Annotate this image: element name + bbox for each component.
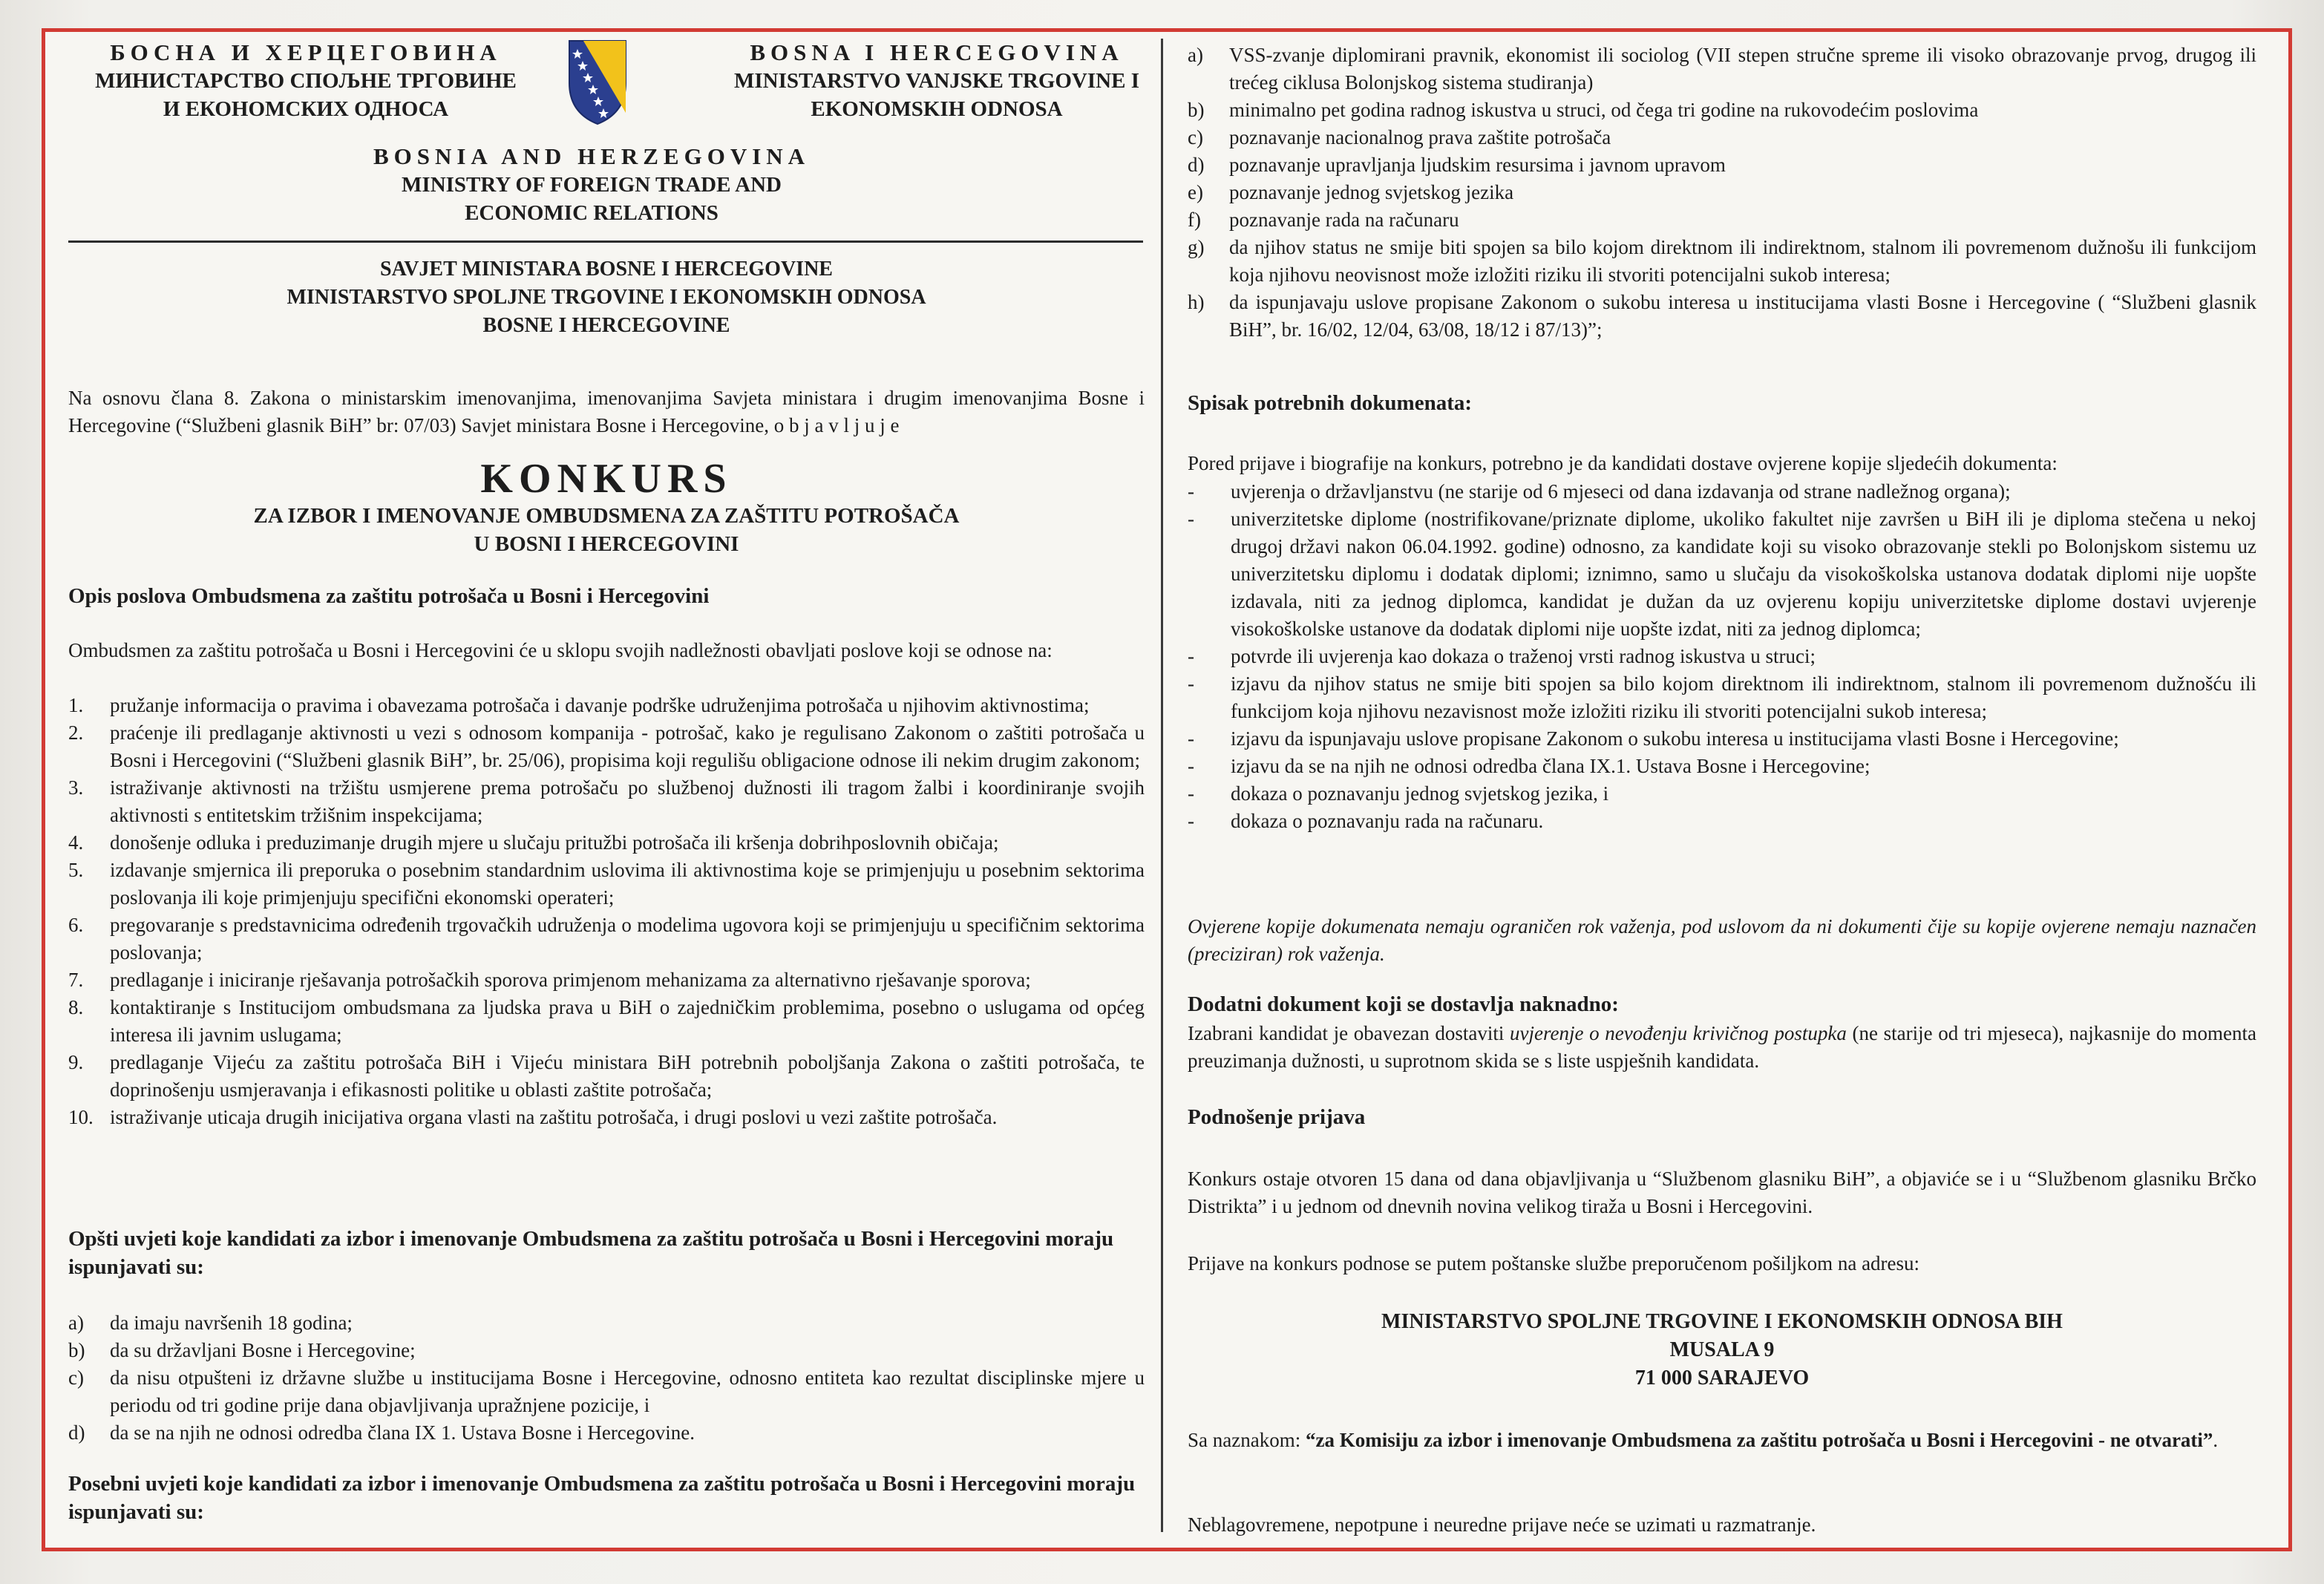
list-item-text: uvjerenja o državljanstvu (ne starije od 6 mjeseci od dana izdavanja od strane nadležnog organa); bbox=[1231, 480, 2011, 503]
list-item-text: kontaktiranje s Institucijom ombudsmana za ljudska prava u BiH o zajedničkim problemima, posebno o uslugama od općeg interesa ili javnim uslugama; bbox=[110, 996, 1145, 1046]
list-item bbox=[68, 719, 1145, 774]
list-item-text: izjavu da se na njih ne odnosi odredba člana IX.1. Ustava Bosne i Hercegovine; bbox=[1231, 755, 1870, 777]
list-item-text: donošenje odluka i preduzimanje drugih mjere u slučaju pritužbi potrošača ili kršenja dobrihposlovnih običaja; bbox=[110, 831, 999, 854]
list-item-text: pregovaranje s predstavnicima određenih trgovačkih udruženja o modelima ugovora koji se primjenjuju u specifičnim sektorima poslovanja; bbox=[110, 914, 1145, 963]
list-item-marker: 7. bbox=[68, 969, 84, 991]
konkurs-subtitle-line2: U BOSNI I HERCEGOVINI bbox=[474, 532, 739, 556]
list-item bbox=[1188, 289, 2256, 344]
list-item-text: dokaza o poznavanju rada na računaru. bbox=[1231, 810, 1544, 832]
list-item-marker: - bbox=[1188, 480, 1194, 503]
posebni-list bbox=[1188, 42, 2256, 344]
list-item bbox=[68, 912, 1145, 966]
dodatni-text-after: (ne starije od tri mjeseca), najkasnije do momenta preuzimanja dužnosti, u suprotnom skida se s liste uspješnih kandidata. bbox=[1188, 1022, 2257, 1072]
list-item-marker: c) bbox=[1188, 126, 1203, 148]
header-english bbox=[261, 143, 922, 227]
header-cyrillic-ministry-line2: И ЕКОНОМСКИХ ОДНОСА bbox=[163, 97, 449, 121]
podnosenje-paragraph1: Konkurs ostaje otvoren 15 dana od dana objavljivanja u “Službenom glasniku BiH”, a objaviće se i u “Službenom glasniku Brčko Distrikta” i u jednom od dnevnih novina velikog tiraža u Bosni i Hercegovini. bbox=[1188, 1168, 2256, 1217]
header-english-ministry-line1: MINISTRY OF FOREIGN TRADE AND bbox=[402, 173, 782, 197]
list-item-marker: - bbox=[1188, 782, 1194, 805]
list-item-marker: b) bbox=[68, 1339, 85, 1361]
list-item-marker: b) bbox=[1188, 99, 1205, 121]
konkurs-subtitle bbox=[68, 502, 1145, 558]
list-item bbox=[1188, 643, 2256, 670]
council-line2: MINISTARSTVO SPOLJNE TRGOVINE I EKONOMSKIH ODNOSA bbox=[287, 286, 926, 309]
header-cyrillic bbox=[68, 39, 543, 123]
dodatni-text-italic: uvjerenje o nevođenju krivičnog postupka bbox=[1510, 1022, 1847, 1044]
list-item bbox=[68, 1104, 1145, 1131]
list-item-marker: - bbox=[1188, 645, 1194, 667]
list-item-text: istraživanje aktivnosti na tržištu usmjerene prema potrošaču po službenoj dužnosti ili tragom žalbi i koordiniranje svojih aktivnosti s entitetskim tržišnim inspekcijama; bbox=[110, 776, 1145, 826]
naznaka-paragraph bbox=[1188, 1427, 2256, 1454]
list-item bbox=[68, 966, 1145, 994]
intro-paragraph: Na osnovu člana 8. Zakona o ministarskim imenovanjima, imenovanjima Savjeta ministara i drugim imenovanjima Bosne i Hercegovine (“Službeni glasnik BiH” br: 07/03) Savjet ministara Bosne i Hercegovine, o b j a v l j u j e bbox=[68, 387, 1145, 436]
list-item bbox=[1188, 725, 2256, 753]
header-rule bbox=[68, 240, 1143, 243]
list-item bbox=[68, 1337, 1145, 1364]
opsti-list bbox=[68, 1309, 1145, 1447]
naznaka-bold: “za Komisiju za izbor i imenovanje Ombudsmena za zaštitu potrošača u Bosni i Hercegovini - ne otvarati” bbox=[1305, 1429, 2213, 1451]
podnosenje-paragraph2: Prijave na konkurs podnose se putem poštanske službe preporučenom pošiljkom na adresu: bbox=[1188, 1252, 1920, 1274]
list-item-text: poznavanje rada na računaru bbox=[1229, 209, 1459, 231]
list-item-marker: 4. bbox=[68, 831, 84, 854]
list-item-text: univerzitetske diplome (nostrifikovane/priznate diplome, ukoliko fakultet nije završen u BiH ili je diploma stečena u nekoj drugoj državi nakon 06.04.1992. godine) odnosno, za kandidate koji su visoko obrazovanje stekli po Bolonjskom sistemu uz univerzitetsku diplomu i dodatak diplomi; iznimno, samo u slučaju da visokoškolska ustanova dodatak diplomi nije uopšte izdavala, niti za jednog diplomca, kandidat je dužan da uz ovjerenu kopiju univerzitetske diplome dostavi uvjerenje visokoškolske ustanove da dodatak diplomi nije uopšte izdat, niti za jednog diplomca; bbox=[1231, 508, 2256, 640]
list-item-text: dokaza o poznavanju jednog svjetskog jezika, i bbox=[1231, 782, 1609, 805]
list-item-marker: - bbox=[1188, 810, 1194, 832]
naznaka-end: . bbox=[2213, 1429, 2219, 1451]
list-item-marker: a) bbox=[68, 1312, 84, 1334]
list-item bbox=[68, 1419, 1145, 1447]
header-cyrillic-country: БОСНА И ХЕРЦЕГОВИНА bbox=[110, 39, 502, 65]
list-item bbox=[1188, 753, 2256, 780]
list-item-marker: a) bbox=[1188, 44, 1203, 66]
ministry-header bbox=[68, 39, 1145, 233]
list-item-text: potvrde ili uvjerenja kao dokaza o traženoj vrsti radnog iskustva u struci; bbox=[1231, 645, 1816, 667]
list-item-text: istraživanje uticaja drugih inicijativa organa vlasti na zaštitu potrošača, i drugi poslovi u vezi zaštite potrošača. bbox=[110, 1106, 998, 1128]
naznaka-lead: Sa naznakom: bbox=[1188, 1429, 1306, 1451]
list-item-text: da su državljani Bosne i Hercegovine; bbox=[110, 1339, 416, 1361]
list-item-marker: g) bbox=[1188, 236, 1205, 258]
posebni-heading: Posebni uvjeti koje kandidati za izbor i imenovanje Ombudsmena za zaštitu potrošača u Bosni i Hercegovini moraju ispunjavati su: bbox=[68, 1472, 1136, 1524]
list-item-text: poznavanje jednog svjetskog jezika bbox=[1229, 181, 1514, 203]
list-item bbox=[1188, 96, 2256, 124]
list-item-marker: - bbox=[1188, 755, 1194, 777]
list-item-marker: d) bbox=[68, 1421, 85, 1444]
list-item-text: izjavu da njihov status ne smije biti spojen sa bilo kojom direktnom ili indirektnom, stalnom ili povremenom dužnošću ili funkcijom koja njihovu nezavisnost može izložiti riziku ili stvoriti potencijalni sukob interesa; bbox=[1231, 672, 2256, 722]
list-item-marker: e) bbox=[1188, 181, 1203, 203]
dodatni-paragraph bbox=[1188, 1020, 2256, 1075]
list-item-text: pružanje informacija o pravima i obavezama potrošača i davanje podrške udruženjima potrošača u njihovim aktivnostima; bbox=[110, 694, 1090, 716]
list-item-marker: 5. bbox=[68, 859, 84, 881]
header-cyrillic-ministry-line1: МИНИСТАРСТВО СПОЉНЕ ТРГОВИНЕ bbox=[95, 69, 517, 93]
list-item bbox=[1188, 234, 2256, 289]
list-item-text: minimalno pet godina radnog iskustva u struci, od čega tri godine na rukovodećim poslovima bbox=[1229, 99, 1979, 121]
list-item bbox=[1188, 505, 2256, 643]
list-item bbox=[1188, 206, 2256, 234]
list-item-marker: - bbox=[1188, 727, 1194, 750]
address-line3: 71 000 SARAJEVO bbox=[1634, 1367, 1810, 1390]
list-item-text: da nisu otpušteni iz državne službe u institucijama Bosne i Hercegovine, odnosno entiteta kao rezultat disciplinske mjere u periodu od tri godine prije dana objavljivanja upražnjene pozicije, i bbox=[110, 1367, 1145, 1416]
list-item-marker: h) bbox=[1188, 291, 1205, 313]
list-item-marker: - bbox=[1188, 672, 1194, 695]
list-item-marker: f) bbox=[1188, 209, 1201, 231]
header-latin-ministry-line2: EKONOMSKIH ODNOSA bbox=[811, 97, 1063, 121]
list-item bbox=[1188, 478, 2256, 505]
list-item bbox=[1188, 151, 2256, 179]
list-item bbox=[1188, 124, 2256, 151]
list-item-text: da njihov status ne smije biti spojen sa bilo kojom direktnom ili indirektnom, stalnom ili povremenom dužnošu ili funkcijom koja njihovu neovisnost može izložiti riziku ili stvoriti potencijalni sukob interesa; bbox=[1229, 236, 2256, 286]
konkurs-title: KONKURS bbox=[480, 456, 733, 502]
list-item-text: izjavu da ispunjavaju uslove propisane Zakonom o sukobu interesa u institucijama vlasti Bosne i Hercegovine; bbox=[1231, 727, 2119, 750]
header-english-ministry-line2: ECONOMIC RELATIONS bbox=[465, 201, 719, 225]
opis-heading: Opis poslova Ombudsmena za zaštitu potrošača u Bosni i Hercegovini bbox=[68, 584, 710, 608]
list-item-marker: 6. bbox=[68, 914, 84, 936]
column-divider bbox=[1161, 39, 1163, 1532]
list-item-text: da se na njih ne odnosi odredba člana IX 1. Ustava Bosne i Hercegovine. bbox=[110, 1421, 695, 1444]
dokumenti-heading: Spisak potrebnih dokumenata: bbox=[1188, 391, 1473, 415]
list-item-text: da imaju navršenih 18 godina; bbox=[110, 1312, 353, 1334]
list-item bbox=[1188, 670, 2256, 725]
council-line3: BOSNE I HERCEGOVINE bbox=[482, 314, 730, 337]
list-item-text: VSS-zvanje diplomirani pravnik, ekonomist ili sociolog (VII stepen stručne spreme ili visoko obrazovanje prvog, drugog ili trećeg ciklusa Bolonjskog sistema studiranja) bbox=[1229, 44, 2256, 94]
address-line1: MINISTARSTVO SPOLJNE TRGOVINE I EKONOMSKIH ODNOSA BIH bbox=[1381, 1310, 2063, 1333]
address-line2: MUSALA 9 bbox=[1669, 1338, 1775, 1361]
dodatni-text-before: Izabrani kandidat je obavezan dostaviti bbox=[1188, 1022, 1510, 1044]
list-item-text: praćenje ili predlaganje aktivnosti u vezi s odnosom kompanija - potrošač, kako je regulisano Zakonom o zaštiti potrošača u Bosni i Hercegovini (“Službeni glasnik BiH”, br. 25/06), propisima koji regulišu obligacione odnose ili nekim drugim zakonom; bbox=[110, 721, 1145, 771]
list-item-text: poznavanje nacionalnog prava zaštite potrošača bbox=[1229, 126, 1611, 148]
list-item-marker: d) bbox=[1188, 154, 1205, 176]
opis-lead: Ombudsmen za zaštitu potrošača u Bosni i Hercegovini će u sklopu svojih nadležnosti obavljati poslove koji se odnose na: bbox=[68, 639, 1053, 661]
list-item bbox=[68, 774, 1145, 829]
list-item-text: da ispunjavaju uslove propisane Zakonom o sukobu interesa u institucijama vlasti Bosne i Hercegovine ( “Službeni glasnik BiH”, br. 16/02, 12/04, 63/08, 18/12 i 87/13)”; bbox=[1229, 291, 2256, 341]
list-item bbox=[68, 692, 1145, 719]
left-column bbox=[68, 39, 1145, 1524]
list-item bbox=[68, 829, 1145, 857]
dokumenti-note: Ovjerene kopije dokumenata nemaju ograničen rok važenja, pod uslovom da ni dokumenti čije su kopije ovjerene nemaju naznačen (preciziran) rok važenja. bbox=[1188, 915, 2256, 965]
address-block bbox=[1188, 1308, 2256, 1392]
list-item-marker: 2. bbox=[68, 721, 84, 744]
list-item-marker: 10. bbox=[68, 1106, 94, 1128]
dokumenti-list bbox=[1188, 478, 2256, 835]
list-item bbox=[68, 857, 1145, 912]
dokumenti-lead: Pored prijave i biografije na konkurs, potrebno je da kandidati dostave ovjerene kopije sljedećih dokumenta: bbox=[1188, 452, 2058, 474]
list-item-marker: 1. bbox=[68, 694, 84, 716]
coat-of-arms-icon bbox=[567, 39, 628, 126]
council-line1: SAVJET MINISTARA BOSNE I HERCEGOVINE bbox=[380, 258, 833, 281]
header-latin-ministry-line1: MINISTARSTVO VANJSKE TRGOVINE I bbox=[733, 69, 1139, 93]
list-item-marker: 9. bbox=[68, 1051, 84, 1073]
list-item bbox=[1188, 780, 2256, 808]
list-item-text: izdavanje smjernica ili preporuka o posebnim standardnim uslovima ili aktivnostima koje se primjenjuju u posebnim sektorima poslovanja ili koje primjenjuju specifični ekonomski operateri; bbox=[110, 859, 1145, 909]
konkurs-subtitle-line1: ZA IZBOR I IMENOVANJE OMBUDSMENA ZA ZAŠTITU POTROŠAČA bbox=[253, 504, 960, 528]
list-item bbox=[68, 1309, 1145, 1337]
list-item-text: predlaganje i iniciranje rješavanja potrošačkih sporova primjenom mehanizama za alternativno rješavanje sporova; bbox=[110, 969, 1031, 991]
list-item bbox=[68, 1364, 1145, 1419]
dodatni-heading: Dodatni dokument koji se dostavlja naknadno: bbox=[1188, 992, 1619, 1016]
header-english-country: BOSNIA AND HERZEGOVINA bbox=[373, 143, 811, 169]
opis-list bbox=[68, 692, 1145, 1131]
list-item-marker: c) bbox=[68, 1367, 84, 1389]
list-item-marker: - bbox=[1188, 508, 1194, 530]
podnosenje-heading: Podnošenje prijava bbox=[1188, 1105, 1366, 1129]
list-item-marker: 3. bbox=[68, 776, 84, 799]
list-item-marker: 8. bbox=[68, 996, 84, 1018]
header-latin bbox=[677, 39, 1197, 123]
list-item-text: predlaganje Vijeću za zaštitu potrošača BiH i Vijeću ministara BiH potrebnih poboljšanja Zakona o zaštiti potrošača, te doprinošenju usmjeravanja i efikasnosti politike u oblasti zaštite potrošača; bbox=[110, 1051, 1145, 1101]
header-latin-country: BOSNA I HERCEGOVINA bbox=[750, 39, 1124, 65]
final-note: Neblagovremene, nepotpune i neuredne prijave neće se uzimati u razmatranje. bbox=[1188, 1513, 1816, 1536]
list-item bbox=[68, 994, 1145, 1049]
council-heading bbox=[68, 255, 1145, 340]
opsti-heading: Opšti uvjeti koje kandidati za izbor i imenovanje Ombudsmena za zaštitu potrošača u Bosni i Hercegovini moraju ispunjavati su: bbox=[68, 1227, 1114, 1279]
list-item bbox=[1188, 42, 2256, 96]
list-item bbox=[1188, 179, 2256, 206]
list-item bbox=[68, 1049, 1145, 1104]
list-item bbox=[1188, 808, 2256, 835]
list-item-text: poznavanje upravljanja ljudskim resursima i javnom upravom bbox=[1229, 154, 1726, 176]
